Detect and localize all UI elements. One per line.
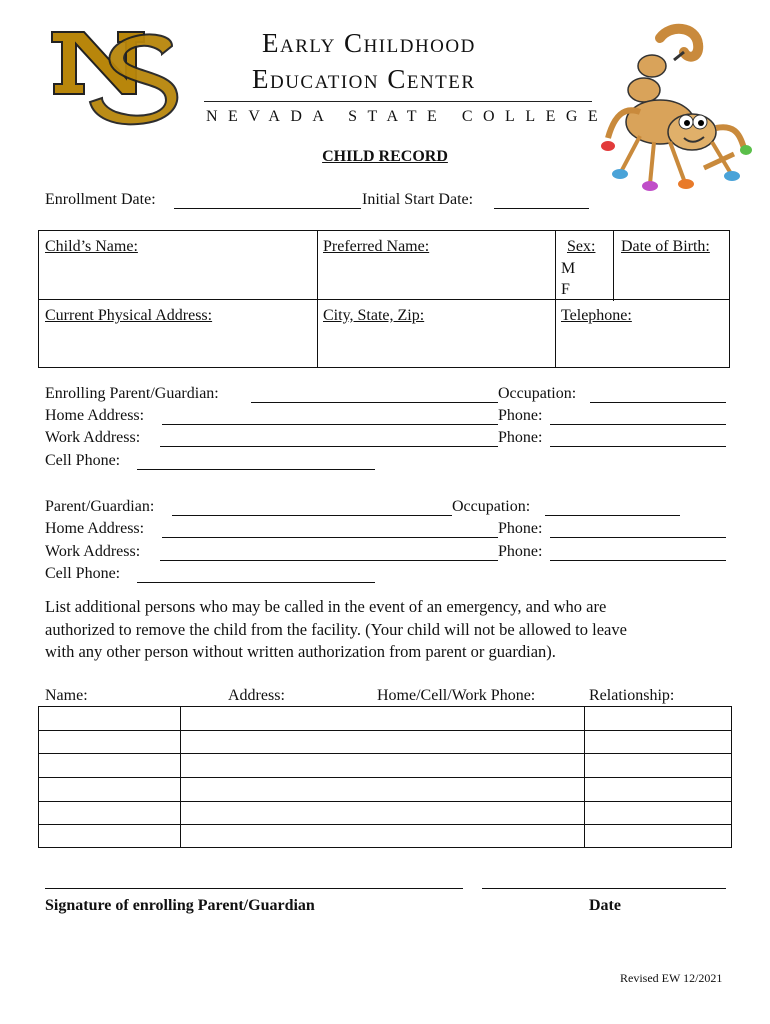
scorpion-mascot-icon [600, 20, 760, 195]
guardian1-home-field[interactable] [162, 424, 498, 425]
guardian1-work-field[interactable] [160, 446, 498, 447]
org-rule [204, 101, 592, 102]
form-title: CHILD RECORD [322, 148, 448, 165]
guardian2-occupation-label: Occupation: [452, 498, 531, 515]
table-row[interactable] [39, 801, 731, 802]
address-field[interactable]: Current Physical Address: [45, 307, 213, 324]
instructions-paragraph [45, 596, 627, 664]
table-row[interactable] [39, 753, 731, 754]
guardian1-occupation-field[interactable] [590, 402, 726, 403]
org-name-line3: NEVADA STATE COLLEGE [206, 108, 609, 125]
guardian1-work-label: Work Address: [45, 429, 141, 446]
header-relationship: Relationship: [589, 687, 675, 704]
signature-label: Signature of enrolling Parent/Guardian [45, 897, 315, 914]
guardian1-home-label: Home Address: [45, 407, 145, 424]
initial-start-label: Initial Start Date: [362, 191, 474, 208]
telephone-field[interactable]: Telephone: [561, 307, 632, 324]
sex-field[interactable]: Sex: [567, 238, 596, 255]
guardian2-phone1-field[interactable] [550, 537, 726, 538]
table-row[interactable] [39, 824, 731, 825]
col-divider [613, 231, 614, 301]
date-label: Date [589, 897, 621, 914]
table-row[interactable] [39, 777, 731, 778]
city-state-zip-field[interactable]: City, State, Zip: [323, 307, 425, 324]
guardian1-phone2-field[interactable] [550, 446, 726, 447]
guardian2-name-field[interactable] [172, 515, 452, 516]
guardian1-cell-field[interactable] [137, 469, 375, 470]
revised-note: Revised EW 12/2021 [620, 971, 723, 985]
enrollment-date-field[interactable] [174, 208, 361, 209]
date-of-birth-field[interactable]: Date of Birth: [621, 238, 710, 255]
guardian2-home-label: Home Address: [45, 520, 145, 537]
sex-f-option[interactable]: F [561, 281, 570, 298]
row-divider [39, 299, 729, 300]
emergency-contacts-table [38, 706, 732, 848]
instructions-line: with any other person without written authorization from parent or guardian). [45, 642, 556, 661]
instructions-line: List additional persons who may be called in the event of an emergency, and who are [45, 597, 607, 616]
instructions-line: authorized to remove the child from the facility. (Your child will not be allowed to leave [45, 619, 627, 639]
org-name-line1: Early Childhood [262, 28, 476, 58]
header-phone: Home/Cell/Work Phone: [377, 687, 536, 704]
guardian2-name-label: Parent/Guardian: [45, 498, 155, 515]
guardian1-phone1-field[interactable] [550, 424, 726, 425]
header-name: Name: [45, 687, 88, 704]
guardian1-name-field[interactable] [251, 402, 498, 403]
child-info-table [38, 230, 730, 368]
guardian2-occupation-field[interactable] [545, 515, 680, 516]
guardian2-home-field[interactable] [162, 537, 498, 538]
preferred-name-field[interactable]: Preferred Name: [323, 238, 430, 255]
enrollment-date-label: Enrollment Date: [45, 191, 156, 208]
initial-start-field[interactable] [494, 208, 589, 209]
guardian1-phone2-label: Phone: [498, 429, 543, 446]
guardian2-phone2-label: Phone: [498, 543, 543, 560]
ns-logo [44, 28, 184, 128]
childs-name-field[interactable]: Child’s Name: [45, 238, 138, 255]
sex-m-option[interactable]: M [561, 260, 576, 277]
guardian2-work-label: Work Address: [45, 543, 141, 560]
guardian2-phone2-field[interactable] [550, 560, 726, 561]
org-name-line2: Education Center [252, 64, 476, 94]
guardian1-occupation-label: Occupation: [498, 385, 577, 402]
guardian1-cell-label: Cell Phone: [45, 452, 121, 469]
header-address: Address: [228, 687, 285, 704]
guardian2-work-field[interactable] [160, 560, 498, 561]
signature-field[interactable] [45, 888, 463, 889]
guardian2-cell-label: Cell Phone: [45, 565, 121, 582]
guardian1-name-label: Enrolling Parent/Guardian: [45, 385, 219, 402]
guardian2-phone1-label: Phone: [498, 520, 543, 537]
guardian2-cell-field[interactable] [137, 582, 375, 583]
guardian1-phone1-label: Phone: [498, 407, 543, 424]
table-row[interactable] [39, 730, 731, 731]
date-field[interactable] [482, 888, 726, 889]
